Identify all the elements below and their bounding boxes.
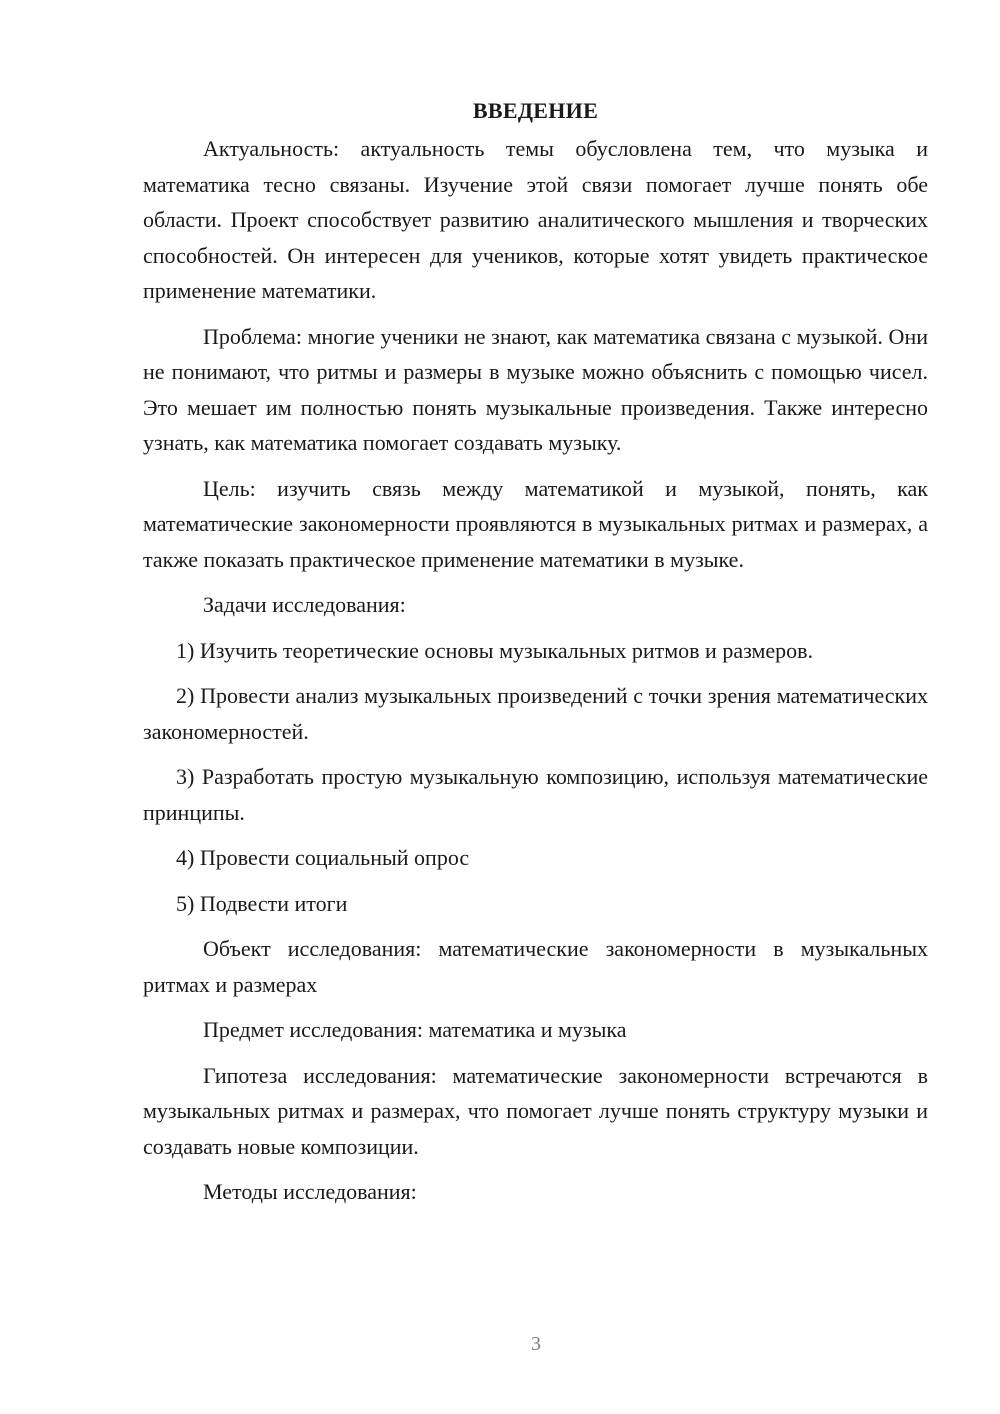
paragraph-goal: Цель: изучить связь между математикой и музыкой, понять, как математические закономерности проявляются в музыкальных ритмах и размерах, а также показать практическое применение математики в музыке. [143, 475, 928, 572]
paragraph-relevance: Актуальность: актуальность темы обусловлена тем, что музыка и математика тесно связаны. Изучение этой связи помогает лучше понять обе области. Проект способствует развитию аналитического мышления и творческих способностей. Он интересен для учеников, которые хотят увидеть практическое применение математики. [143, 136, 928, 303]
paragraph-methods-heading: Методы исследования: [203, 1179, 417, 1204]
task-item-5: 5) Подвести итоги [176, 890, 348, 916]
task-item-3: 3) Разработать простую музыкальную композицию, используя математические принципы. [143, 764, 928, 825]
task-item-4: 4) Провести социальный опрос [176, 845, 470, 870]
page-number: 3 [531, 1333, 541, 1355]
page-content [143, 93, 928, 1220]
paragraph-tasks-heading: Задачи исследования: [203, 592, 406, 617]
section-title: ВВЕДЕНИЕ [472, 98, 599, 123]
paragraph-object: Объект исследования: математические закономерности в музыкальных ритмах и размерах [143, 936, 928, 997]
task-item-2: 2) Провести анализ музыкальных произведений с точки зрения математических закономерностей. [143, 683, 928, 744]
paragraph-subject: Предмет исследования: математика и музыка [203, 1017, 627, 1042]
paragraph-hypothesis: Гипотеза исследования: математические закономерности встречаются в музыкальных ритмах и размерах, что помогает лучше понять структуру музыки и создавать новые композиции. [143, 1062, 928, 1159]
task-item-1: 1) Изучить теоретические основы музыкальных ритмов и размеров. [176, 637, 814, 663]
paragraph-problem: Проблема: многие ученики не знают, как математика связана с музыкой. Они не понимают, что ритмы и размеры в музыке можно объяснить с помощью чисел. Это мешает им полностью понять музыкальные произведения. Также интересно узнать, как математика помогает создавать музыку. [143, 323, 928, 455]
